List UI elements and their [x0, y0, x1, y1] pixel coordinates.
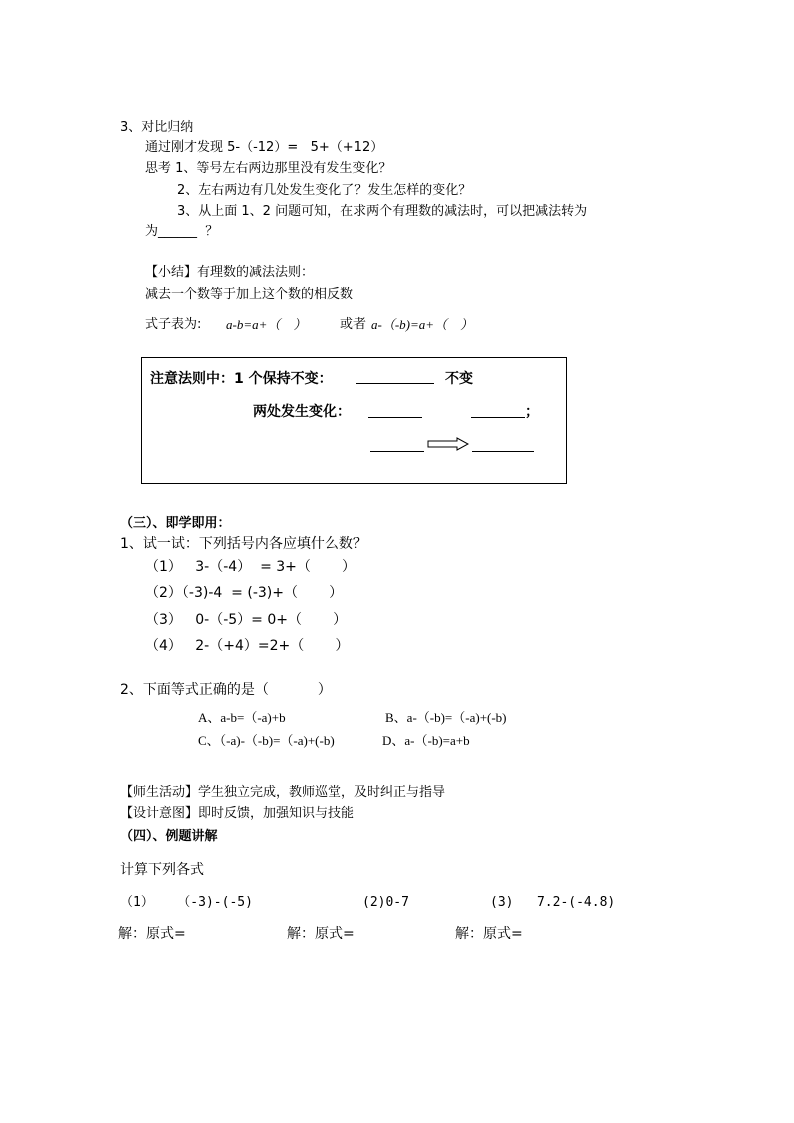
- option-b: B、a-（-b)=（-a)+(-b): [385, 710, 507, 725]
- design-intent: 【设计意图】即时反馈，加强知识与技能: [120, 806, 355, 821]
- formula-1: a-b=a+（ ）: [226, 317, 307, 332]
- think-question-2: 2、左右两边有几处发生变化了？发生怎样的变化？: [177, 183, 472, 198]
- notice-line2-label: 两处发生变化：: [253, 404, 351, 420]
- problem-2: (2)0-7: [362, 895, 409, 910]
- solution-3: 解：原式=: [455, 926, 523, 942]
- arrow-right-icon: [427, 437, 469, 451]
- summary-rule: 减去一个数等于加上这个数的相反数: [145, 287, 354, 302]
- notice-line1-suffix: 不变: [445, 371, 473, 387]
- problem-3: (3) 7.2-(-4.8): [490, 895, 616, 910]
- section-four-heading: （四）、例题讲解: [120, 829, 218, 844]
- exercise1-item-2: （2）（-3)-4 = (-3)+（ ）: [145, 585, 344, 601]
- summary-heading: 【小结】有理数的减法法则：: [145, 265, 315, 280]
- think-question-3-cont: 为______ ？: [145, 224, 219, 239]
- blank-change-3[interactable]: [370, 451, 424, 452]
- solution-1: 解：原式=: [118, 926, 186, 942]
- solution-2: 解：原式=: [287, 926, 355, 942]
- option-c: C、（-a)-（-b)=（-a)+(-b): [198, 733, 335, 748]
- exercise1-item-1: （1） 3-（-4） = 3+（ ）: [145, 559, 357, 575]
- formula-label: 式子表为:: [145, 317, 202, 332]
- blank-change-1[interactable]: [368, 417, 422, 418]
- option-a: A、a-b=（-a)+b: [198, 710, 286, 725]
- notice-line1-label: 注意法则中：1 个保持不变：: [150, 371, 333, 387]
- discovery-line: 通过刚才发现 5-（-12）= 5+（+12）: [145, 140, 384, 155]
- exercise1-item-4: （4） 2-（+4）=2+（ ）: [145, 638, 350, 654]
- formula-or: 或者: [340, 317, 367, 332]
- think-question-1: 思考 1、等号左右两边那里没有发生变化？: [145, 161, 392, 176]
- option-d: D、a-（-b)=a+b: [382, 733, 470, 748]
- problem-1: （1） （-3)-(-5): [120, 895, 253, 910]
- formula-2: a-（-b)=a+（ ）: [371, 317, 474, 332]
- blank-change-4[interactable]: [472, 451, 534, 452]
- section-three-heading: （三）、即学即用：: [120, 516, 231, 531]
- example-instruction: 计算下列各式: [120, 862, 204, 878]
- notice-semicolon: ；: [525, 404, 539, 420]
- exercise1-title: 1、试一试：下列括号内各应填什么数？: [120, 536, 367, 552]
- exercise1-item-3: （3） 0-（-5）= 0+（ ）: [145, 612, 348, 628]
- blank-change-2[interactable]: [471, 417, 525, 418]
- blank-unchanged[interactable]: [356, 383, 434, 384]
- teacher-activity: 【师生活动】学生独立完成，教师巡堂，及时纠正与指导: [120, 785, 446, 800]
- think-question-3: 3、从上面 1、2 问题可知，在求两个有理数的减法时，可以把减法转为: [177, 204, 588, 219]
- exercise2-title: 2、下面等式正确的是（ ）: [120, 682, 332, 698]
- section3-title: 3、对比归纳: [120, 120, 194, 135]
